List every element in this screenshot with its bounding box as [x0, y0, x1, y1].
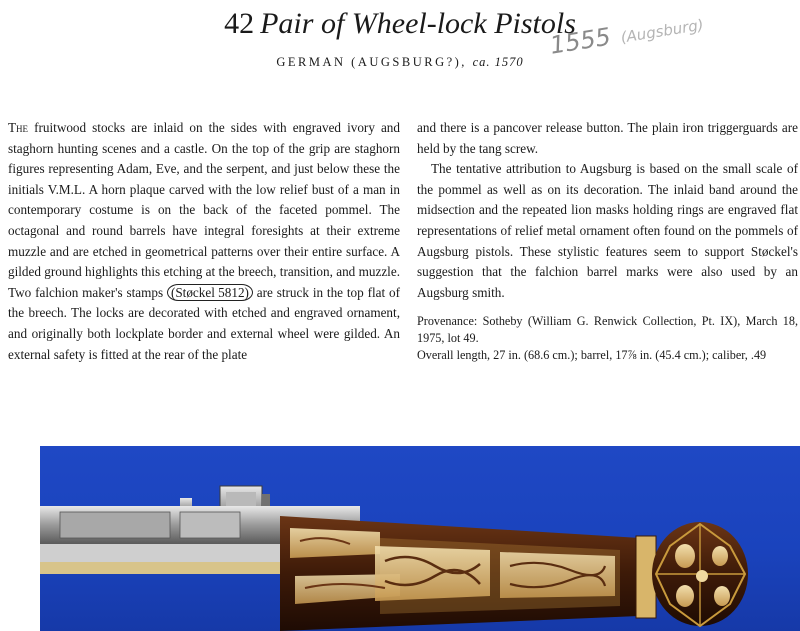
catalog-title: Pair of Wheel-lock Pistols — [260, 7, 576, 40]
provenance-line: Provenance: Sotheby (William G. Renwick Collection, Pt. IX), March 18, 1975, lot 49. — [417, 314, 798, 346]
handwritten-year: 1555 — [548, 22, 613, 60]
description-part-a: fruitwood stocks are inlaid on the sides with engraved ivory and staghorn hunting scenes and a castle. On the top of the grip are staghorn figures representing Adam, Eve, and the serpent, and just below these the initials V.M.L. A horn plaque carved with the low relief bust of a man in contemporary costume is on the back of the faceted pommel. The octagonal and round barrels have integral foresights at their extreme muzzle and are etched in geometrical patterns over their entire surface. A gilded ground highlights this etching at the breech, transition, and muzzle. Two falchion maker's stamps — [8, 120, 400, 300]
lead-word: The — [8, 120, 29, 135]
provenance-block — [417, 313, 798, 364]
date-text: ca. 1570 — [472, 55, 524, 69]
paragraph-description — [8, 118, 400, 365]
catalog-number: 42 — [224, 7, 255, 40]
handwritten-scribble: (Augsburg) — [619, 15, 705, 47]
paragraph-attribution: The tentative attribution to Augsburg is based on the small scale of the pommel as well as on its decoration. The inlaid band around the midsection and the repeated lion masks holding rings are engraved flat representations of relief metal ornament often found on the pommels of Augsburg pistols. These stylistic features seem to support Støckel's suggestion that the falchion barrel marks were also used by an Augsburg smith. — [417, 161, 798, 300]
pistol-photograph — [40, 446, 800, 631]
pistol-illustration — [40, 446, 800, 631]
dimensions-line: Overall length, 27 in. (68.6 cm.); barrel, 17⅞ in. (45.4 cm.); caliber, .49 — [417, 348, 767, 363]
stamp-reference: (Støckel 5812) — [167, 284, 253, 301]
text-column-left — [8, 118, 400, 365]
description-part-b: are struck in the top flat of the breech. The locks are decorated with etched and engraved ornament, and originally both lockplate border and external wheel were gilded. An external safety is fitted at the rear of the plate — [8, 284, 400, 362]
paragraph-continuation: and there is a pancover release button. The plain iron triggerguards are held by the tang screw. — [417, 120, 798, 156]
text-column-right — [417, 118, 798, 364]
origin-text: GERMAN (AUGSBURG?), — [276, 55, 467, 69]
